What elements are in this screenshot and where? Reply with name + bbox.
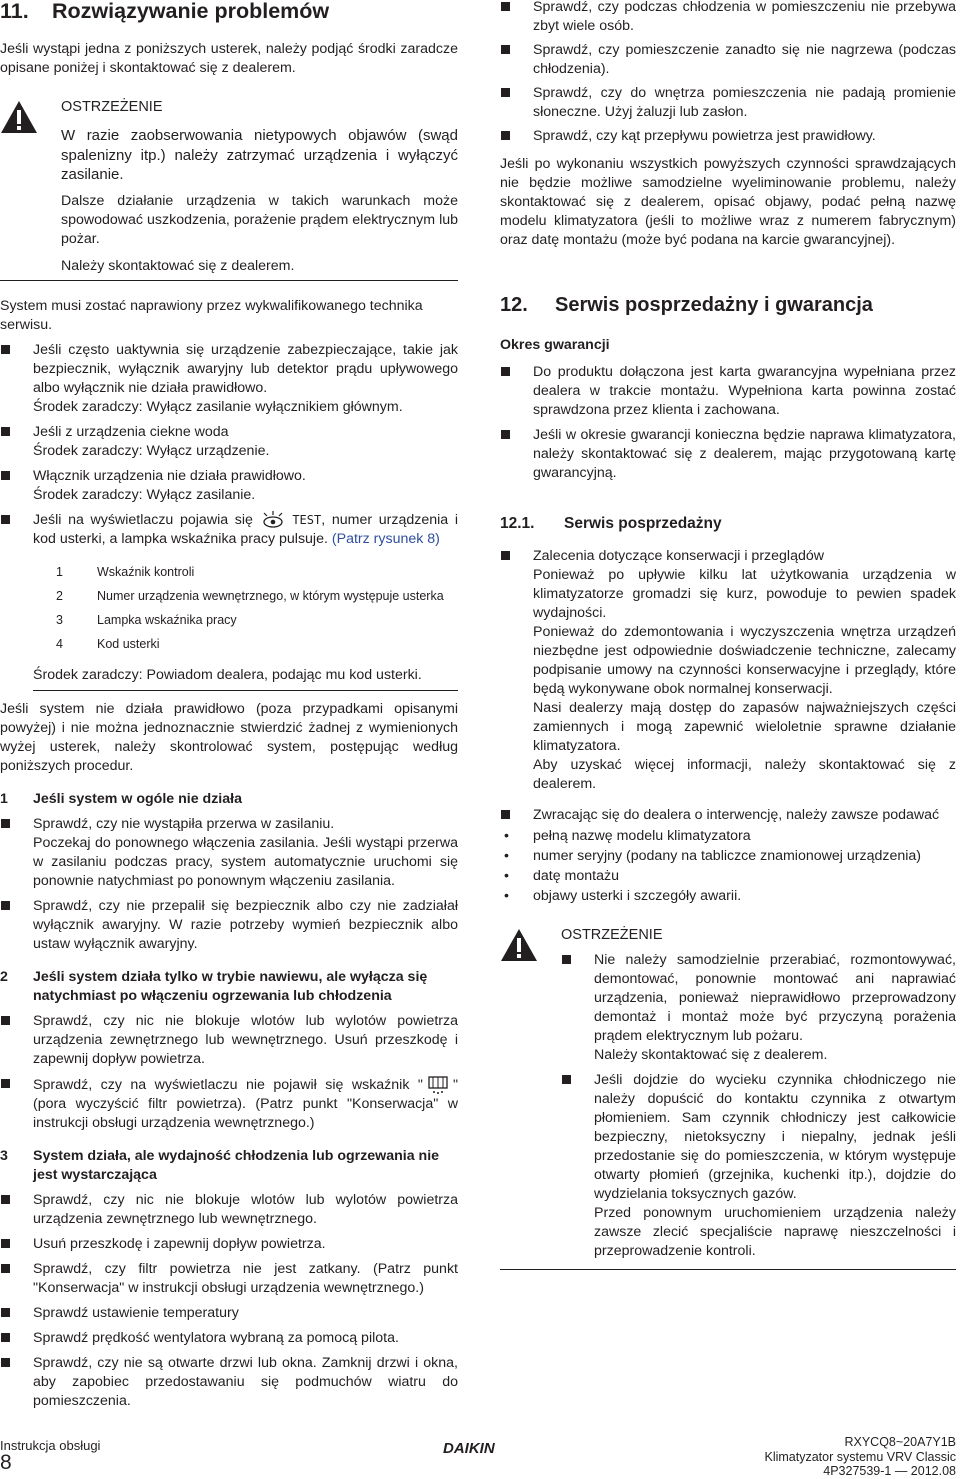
list-item: Nie należy samodzielnie przerabiać, rozmontowywać, demontować, ponownie montować ani naprawiać urządzenia, ponieważ nieprawidłowo przeprowadzony demontaż i montaż może być przyczyną porażenia prądem elektrycznym lub pożaru. Należy skontaktować się z dealerem. xyxy=(561,951,956,1065)
list-item: Sprawdź, czy nie są otwarte drzwi lub okna. Zamknij drzwi i okna, aby zapobiec przedostawaniu się podmuchów wiatru do pomieszczenia. xyxy=(0,1354,458,1411)
list-item: • objawy usterki i szczegóły awarii. xyxy=(500,887,956,906)
list-item: Jeśli w okresie gwarancji konieczna będzie naprawa klimatyzatora, należy skontaktować się z dealerem, mając przygotowaną kartę gwarancyjną. xyxy=(500,426,956,483)
list-item: Sprawdź, czy filtr powietrza nie jest zatkany. (Patrz punkt "Konserwacja" w instrukcji obsługi urządzenia wewnętrznego.) xyxy=(0,1260,458,1298)
figure-legend: 1 Wskaźnik kontroli 2 Numer urządzenia wewnętrznego, w którym występuje usterka 3 Lampka wskaźnika pracy 4 Kod usterki xyxy=(56,564,444,651)
list-item: Sprawdź, czy kąt przepływu powietrza jest prawidłowy. xyxy=(500,127,956,146)
warning-box xyxy=(0,98,458,281)
intro-paragraph: Jeśli wystąpi jedna z poniższych usterek, należy podjąć środki zaradcze opisane poniżej i skontaktować się z dealerem. xyxy=(0,41,458,76)
list-item: Zwracając się do dealera o interwencję, należy zawsze podawać xyxy=(500,806,956,825)
warning-box-2 xyxy=(500,926,956,1270)
legend-remedy-box: Środek zaradczy: Powiadom dealera, podając mu kod usterki. xyxy=(33,666,458,691)
list-item: Sprawdź, czy nic nie blokuje wlotów lub wylotów powietrza urządzenia zewnętrznego lub wewnętrznego. Usuń przeszkodę i zapewnij dopływ powietrza. xyxy=(0,1012,458,1069)
filter-icon xyxy=(423,1075,453,1095)
right-column xyxy=(500,0,956,1270)
case-1-heading: 1 Jeśli system w ogóle nie działa xyxy=(0,790,242,807)
warning-triangle-icon xyxy=(500,928,538,962)
list-item: Sprawdź, czy pomieszczenie zanadto się nie nagrzewa (podczas chłodzenia). xyxy=(500,41,956,79)
section-12-1-heading: 12.1. Serwis posprzedażny xyxy=(500,515,722,532)
list-item: • datę montażu xyxy=(500,867,956,886)
case-2-heading: 2 Jeśli system działa tylko w trybie nawiewu, ale wyłącza się natychmiast po włączeniu ogrzewania lub chłodzenia xyxy=(0,968,428,1004)
figure-link[interactable]: (Patrz rysunek 8) xyxy=(331,530,440,547)
warning-contact: Należy skontaktować się z dealerem. xyxy=(61,257,295,274)
list-item: Sprawdź ustawienie temperatury xyxy=(0,1304,458,1323)
section-12-heading: 12. Serwis posprzedażny i gwarancja xyxy=(500,294,873,316)
warning-bold-text: W razie zaobserwowania nietypowych objawów (swąd spalenizny itp.) należy zatrzymać urządzenia i wyłączyć zasilanie. xyxy=(61,127,458,183)
system-check-paragraph: Jeśli system nie działa prawidłowo (poza przypadkami opisanymi powyżej) i nie można jednoznacznie stwierdzić żadnej z wymienionych wyżej usterek, należy skontrolować system, postępując według poniższych procedur. xyxy=(0,700,458,774)
list-item: Sprawdź, czy do wnętrza pomieszczenia nie padają promienie słoneczne. Użyj żaluzji lub zasłon. xyxy=(500,84,956,122)
footer-model-info: RXYCQ8~20A7Y1B Klimatyzator systemu VRV Classic 4P327539-1 — 2012.08 xyxy=(764,1435,956,1478)
list-item: Jeśli na wyświetlaczu pojawia się TEST, numer urządzenia i kod usterki, a lampka wskaźnika pracy pulsuje. (Patrz rysunek 8) xyxy=(0,511,458,549)
list-item: Sprawdź prędkość wentylatora wybraną za pomocą pilota. xyxy=(0,1329,458,1348)
case-3-heading: 3 System działa, ale wydajność chłodzenia lub ogrzewania nie jest wystarczająca xyxy=(0,1147,440,1183)
warranty-heading: Okres gwarancji xyxy=(500,337,610,353)
list-item: Usuń przeszkodę i zapewnij dopływ powietrza. xyxy=(0,1235,458,1254)
svg-text:DAIKIN: DAIKIN xyxy=(443,1440,495,1457)
list-item: Do produktu dołączona jest karta gwarancyjna wypełniana przez dealera w trakcie montażu. Wypełniona karta powinna zostać sprawdzona przez klienta i zachowana. xyxy=(500,363,956,420)
page-number: 8 xyxy=(0,1451,12,1474)
list-item: Włącznik urządzenia nie działa prawidłowo. Środek zaradczy: Wyłącz zasilanie. xyxy=(0,467,458,505)
daikin-logo xyxy=(441,1438,521,1458)
list-item: • numer seryjny (podany na tabliczce znamionowej urządzenia) xyxy=(500,847,956,866)
warning-text: Dalsze działanie urządzenia w takich warunkach może spowodować uszkodzenia, porażenie prądem elektrycznym lub pożar. xyxy=(61,192,458,247)
list-item: Jeśli często uaktywnia się urządzenie zabezpieczające, takie jak bezpiecznik, wyłącznik awaryjny lub detektor prądu upływowego albo wyłącznik nie działa prawidłowo. Środek zaradczy: Wyłącz zasilanie wyłącznikiem głównym. xyxy=(0,341,458,417)
list-item: Sprawdź, czy nie przepalił się bezpiecznik albo czy nie zadziałał wyłącznik awaryjny. W razie potrzeby wymień bezpiecznik albo ustaw wyłącznik awaryjny. xyxy=(0,897,458,954)
warning-triangle-icon xyxy=(0,100,38,134)
list-item: Zalecenia dotyczące konserwacji i przeglądów Ponieważ po upływie kilku lat użytkowania urządzenia w klimatyzatorze gromadzi się kurz, powoduje to pewien spadek wydajności. Ponieważ do zdemontowania i wyczyszczenia wnętrza urządzeń niezbędne jest odpowiednie doświadczenie techniczne, zalecamy podpisanie umowy na czynności konserwacyjne i przeglądy, które będą wykonywane obok normalnej konserwacji. Nasi dealerzy mają dostęp do zapasów najważniejszych części zamiennych i mogą zapewnić wieloletnie sprawne działanie klimatyzatora. Aby uzyskać więcej informacji, należy skontaktować się z dealerem. xyxy=(500,547,956,794)
list-item: Jeśli z urządzenia ciekne woda Środek zaradczy: Wyłącz urządzenie. xyxy=(0,423,458,461)
list-item: Sprawdź, czy na wyświetlaczu nie pojawił się wskaźnik " " (pora wyczyścić filtr powietrza). (Patrz punkt "Konserwacja" w instrukcji obsługi urządzenia wewnętrznego.) xyxy=(0,1075,458,1133)
list-item: • pełną nazwę modelu klimatyzatora xyxy=(500,827,956,846)
list-item: Sprawdź, czy nic nie blokuje wlotów lub wylotów powietrza urządzenia zewnętrznego lub wewnętrznego. xyxy=(0,1191,458,1229)
list-item: Sprawdź, czy podczas chłodzenia w pomieszczeniu nie przebywa zbyt wiele osób. xyxy=(500,0,956,36)
warning-title: OSTRZEŻENIE xyxy=(561,927,663,943)
manual-label: Instrukcja obsługi xyxy=(0,1438,101,1453)
left-column xyxy=(0,0,458,1411)
checker-eye-icon xyxy=(260,511,286,529)
page-footer xyxy=(0,1433,960,1478)
contact-dealer-paragraph: Jeśli po wykonaniu wszystkich powyższych czynności sprawdzających nie będzie możliwe samodzielne wyeliminowanie problemu, należy skontaktować się z dealerem, opisać objawy, podać pełną nazwę modelu klimatyzatora (jeśli to możliwe wraz z numerem fabrycznym) oraz datę montażu (może być podana na karcie gwarancyjnej). xyxy=(500,156,956,248)
section-11-heading: 11. Rozwiązywanie problemów xyxy=(0,0,330,23)
repair-note: System musi zostać naprawiony przez wykwalifikowanego technika serwisu. xyxy=(0,297,423,333)
warning-title: OSTRZEŻENIE xyxy=(61,99,163,115)
list-item: Jeśli dojdzie do wycieku czynnika chłodniczego nie należy dopuścić do kontaktu czynnika z otwartym płomieniem. Sam czynnik chłodniczy jest całkowicie bezpieczny, nietoksyczny i niepalny, jednak jeśli przedostanie się do pomieszczenia, w którym występuje otwarty płomień (grzejnika, kuchenki itp.), dojdzie do wydzielania toksycznych gazów. Przed ponownym uruchomieniem urządzenia należy zawsze zlecić specjaliście naprawę nieszczelności i przeprowadzenie kontroli. xyxy=(561,1071,956,1261)
list-item: Sprawdź, czy nie wystąpiła przerwa w zasilaniu. Poczekaj do ponownego włączenia zasilania. Jeśli wystąpi przerwa w zasilaniu podczas pracy, system automatycznie uruchomi się ponownie natychmiast po ponownym włączeniu zasilania. xyxy=(0,815,458,891)
